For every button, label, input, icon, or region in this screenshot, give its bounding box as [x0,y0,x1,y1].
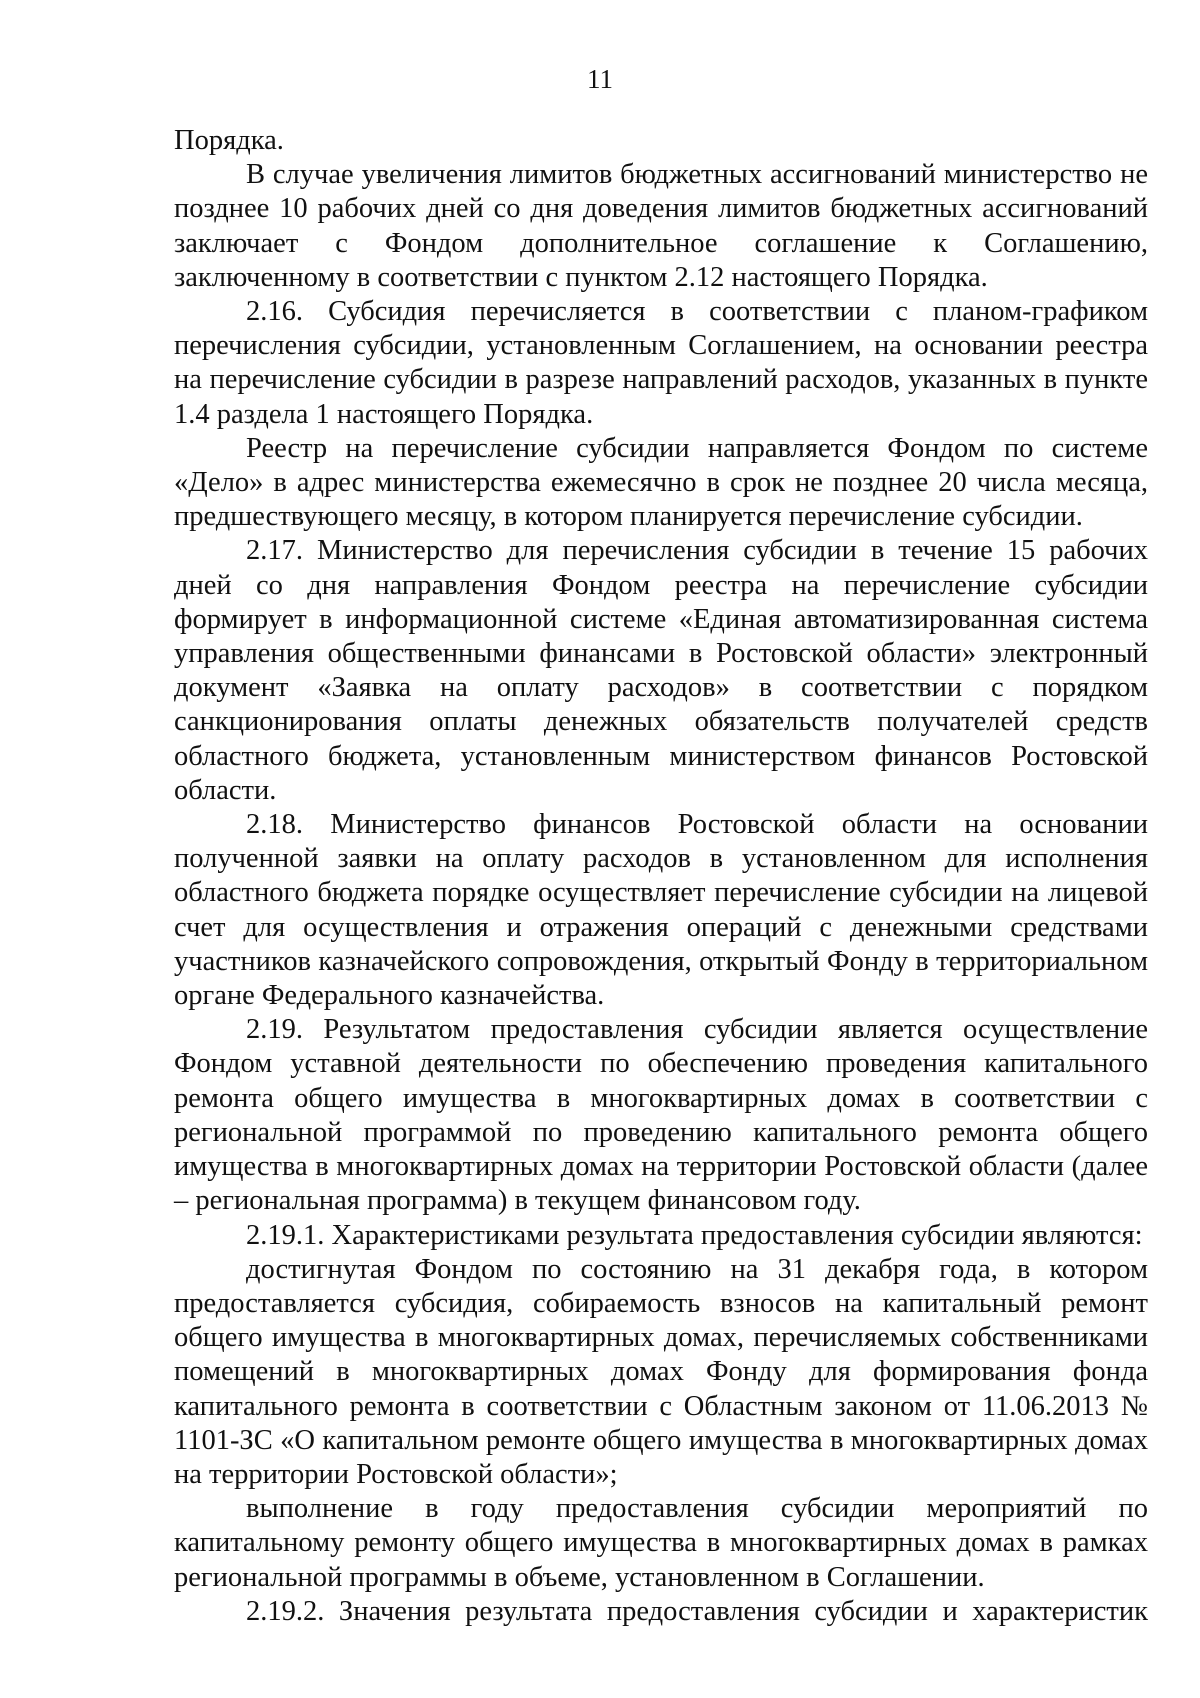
paragraph-2-19: 2.19. Результатом предоставления субсидии является осуществление Фондом уставной деятельности по обеспечению проведения капитального ремонта общего имущества в многоквартирных домах в соответствии с региональной программой по проведению капитального ремонта общего имущества в многоквартирных домах на территории Ростовской области (далее – региональная программа) в текущем финансовом году. [174,1014,1148,1217]
page-number: 11 [587,64,613,94]
paragraph-continuation: Порядка. [174,125,284,156]
paragraph-repair-execution: выполнение в году предоставления субсидии мероприятий по капитальному ремонту общего имущества в многоквартирных домах в рамках региональной программы в объеме, установленном в Соглашении. [174,1493,1148,1593]
paragraph-2-16: 2.16. Субсидия перечисляется в соответствии с планом-графиком перечисления субсидии, установленным Соглашением, на основании реестра на перечисление субсидии в разрезе направлений расходов, указанных в пункте 1.4 раздела 1 настоящего Порядка. [174,296,1148,430]
paragraph-2-18: 2.18. Министерство финансов Ростовской области на основании полученной заявки на оплату расходов в установленном для исполнения областного бюджета порядке осуществляет перечисление субсидии на лицевой счет для осуществления и отражения операций с денежными средствами участников казначейского сопровождения, открытый Фонду в территориальном органе Федерального казначейства. [174,809,1148,1012]
paragraph-2-19-1: 2.19.1. Характеристиками результата предоставления субсидии являются: [246,1219,1143,1251]
document-body [174,124,1148,1629]
paragraph-collection-rate: достигнутая Фондом по состоянию на 31 декабря года, в котором предоставляется субсидия, собираемость взносов на капитальный ремонт общего имущества в многоквартирных домах, перечисляемых собственниками помещений в многоквартирных домах Фонду для формирования фонда капитального ремонта в соответствии с Областным законом от 11.06.2013 № 1101-ЗС «О капитальном ремонте общего имущества в многоквартирных домах на территории Ростовской области»; [174,1253,1148,1490]
paragraph-2-17: 2.17. Министерство для перечисления субсидии в течение 15 рабочих дней со дня направления Фондом реестра на перечисление субсидии формирует в информационной системе «Единая автоматизированная система управления общественными финансами в Ростовской области» электронный документ «Заявка на оплату расходов» в соответствии с порядком санкционирования оплаты денежных обязательств получателей средств областного бюджета, установленным министерством финансов Ростовской области. [174,535,1148,806]
paragraph-2-19-2: 2.19.2. Значения результата предоставления субсидии и характеристик [246,1595,1148,1627]
paragraph-budget-limits: В случае увеличения лимитов бюджетных ассигнований министерство не позднее 10 рабочих дней со дня доведения лимитов бюджетных ассигнований заключает с Фондом дополнительное соглашение к Соглашению, заключенному в соответствии с пунктом 2.12 настоящего Порядка. [174,159,1148,293]
paragraph-registry: Реестр на перечисление субсидии направляется Фондом по системе «Дело» в адрес министерства ежемесячно в срок не позднее 20 числа месяца, предшествующего месяцу, в котором планируется перечисление субсидии. [174,432,1148,533]
